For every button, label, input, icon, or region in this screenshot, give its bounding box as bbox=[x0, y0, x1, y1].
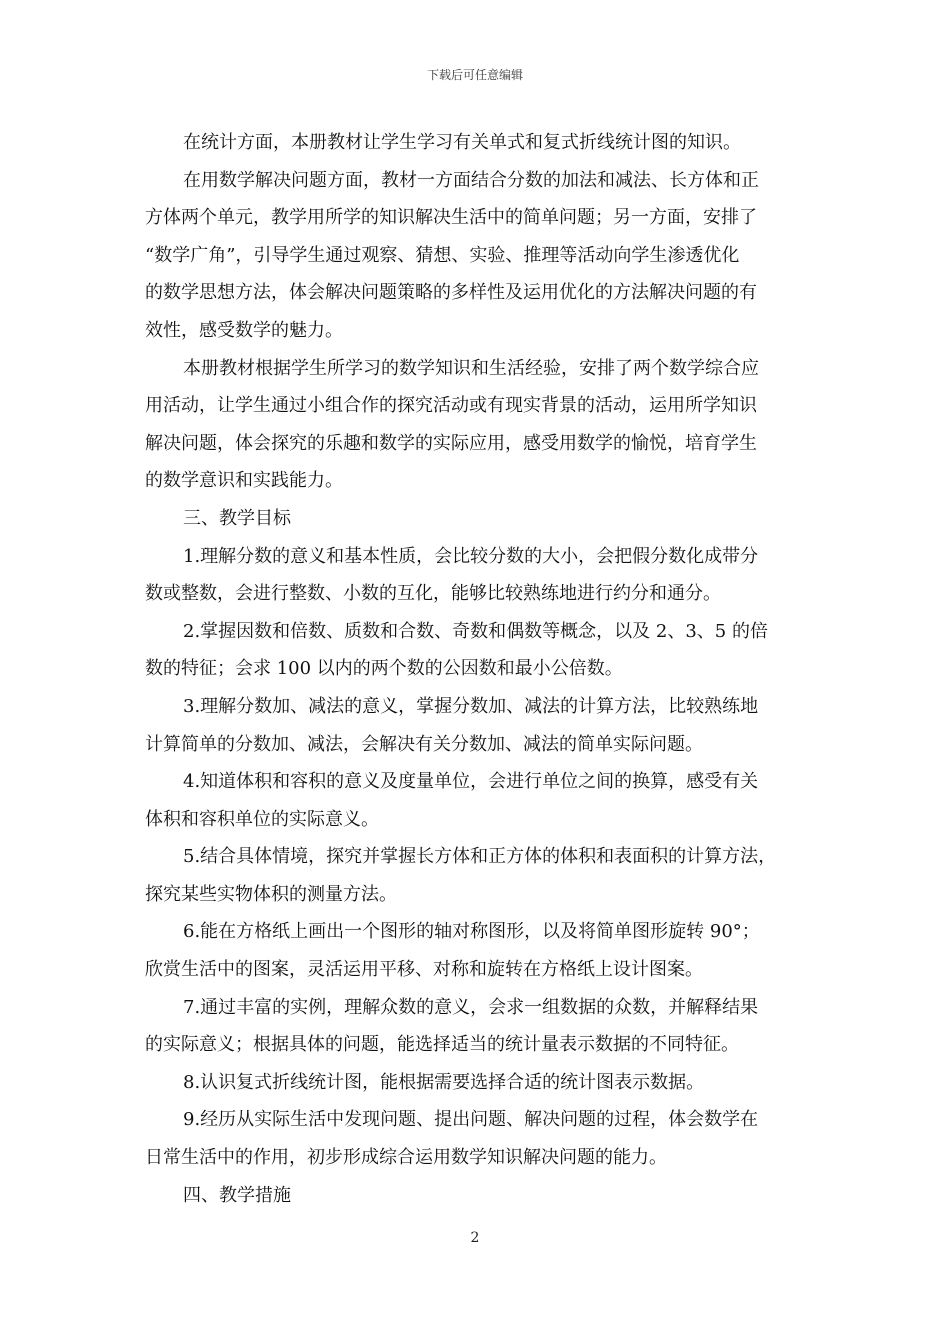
goal-item-2 bbox=[145, 613, 810, 688]
paragraph-line: 7.通过丰富的实例，理解众数的意义，会求一组数据的众数，并解释结果 bbox=[183, 996, 759, 1018]
goal-item-5 bbox=[145, 838, 810, 913]
paragraph-line: 体积和容积单位的实际意义。 bbox=[145, 808, 379, 830]
goal-item-1 bbox=[145, 538, 810, 613]
document-body bbox=[145, 124, 810, 1214]
goal-item-7 bbox=[145, 989, 810, 1064]
paragraph-line: “数学广角”，引导学生通过观察、猜想、实验、推理等活动向学生渗透优化 bbox=[145, 244, 740, 266]
paragraph-line: 解决问题，体会探究的乐趣和数学的实际应用，感受用数学的愉悦，培育学生 bbox=[145, 432, 757, 454]
paragraph-line: 1.理解分数的意义和基本性质，会比较分数的大小，会把假分数化成带分 bbox=[183, 545, 759, 567]
section-heading-goals bbox=[145, 500, 810, 538]
section-heading: 四、教学措施 bbox=[183, 1184, 291, 1206]
paragraph-activities bbox=[145, 350, 810, 500]
goal-item-9 bbox=[145, 1101, 810, 1176]
page-header: 下载后可任意编辑 bbox=[426, 68, 523, 82]
section-heading: 三、教学目标 bbox=[183, 507, 291, 529]
paragraph-line: 本册教材根据学生所学习的数学知识和生活经验，安排了两个数学综合应 bbox=[183, 357, 759, 379]
paragraph-line: 2.掌握因数和倍数、质数和合数、奇数和偶数等概念，以及 2、3、5 的倍 bbox=[183, 620, 768, 642]
paragraph-line: 日常生活中的作用，初步形成综合运用数学知识解决问题的能力。 bbox=[145, 1147, 667, 1169]
paragraph-line: 探究某些实物体积的测量方法。 bbox=[145, 883, 397, 905]
paragraph-line: 4.知道体积和容积的意义及度量单位，会进行单位之间的换算，感受有关 bbox=[183, 771, 759, 793]
goal-item-6 bbox=[145, 913, 810, 988]
paragraph-statistics bbox=[145, 124, 810, 162]
paragraph-problem-solving bbox=[145, 162, 810, 350]
paragraph-line: 在统计方面，本册教材让学生学习有关单式和复式折线统计图的知识。 bbox=[183, 132, 741, 153]
paragraph-line: 9.经历从实际生活中发现问题、提出问题、解决问题的过程，体会数学在 bbox=[183, 1109, 759, 1131]
paragraph-line: 在用数学解决问题方面，教材一方面结合分数的加法和减法、长方体和正 bbox=[183, 169, 759, 191]
section-heading-measures bbox=[145, 1177, 810, 1215]
goal-item-4 bbox=[145, 763, 810, 838]
page-number: 2 bbox=[470, 1230, 480, 1246]
paragraph-line: 用活动，让学生通过小组合作的探究活动或有现实背景的活动，运用所学知识 bbox=[145, 395, 757, 417]
paragraph-line: 8.认识复式折线统计图，能根据需要选择合适的统计图表示数据。 bbox=[183, 1071, 705, 1093]
paragraph-line: 的数学思想方法，体会解决问题策略的多样性及运用优化的方法解决问题的有 bbox=[145, 282, 757, 304]
paragraph-line: 方体两个单元，教学用所学的知识解决生活中的简单问题；另一方面，安排了 bbox=[145, 207, 757, 229]
paragraph-line: 欣赏生活中的图案，灵活运用平移、对称和旋转在方格纸上设计图案。 bbox=[145, 959, 703, 981]
paragraph-line: 6.能在方格纸上画出一个图形的轴对称图形，以及将简单图形旋转 90°； bbox=[183, 921, 760, 943]
paragraph-line: 3.理解分数加、减法的意义，掌握分数加、减法的计算方法，比较熟练地 bbox=[183, 695, 759, 717]
paragraph-line: 数的特征；会求 100 以内的两个数的公因数和最小公倍数。 bbox=[145, 658, 623, 680]
goal-item-8 bbox=[145, 1064, 810, 1102]
paragraph-line: 的实际意义；根据具体的问题，能选择适当的统计量表示数据的不同特征。 bbox=[145, 1034, 739, 1056]
paragraph-line: 数或整数，会进行整数、小数的互化，能够比较熟练地进行约分和通分。 bbox=[145, 583, 721, 605]
paragraph-line: 的数学意识和实践能力。 bbox=[145, 470, 343, 492]
paragraph-line: 5.结合具体情境，探究并掌握长方体和正方体的体积和表面积的计算方法， bbox=[183, 846, 777, 868]
goal-item-3 bbox=[145, 688, 810, 763]
paragraph-line: 效性，感受数学的魅力。 bbox=[145, 319, 343, 341]
paragraph-line: 计算简单的分数加、减法，会解决有关分数加、减法的简单实际问题。 bbox=[145, 733, 703, 755]
